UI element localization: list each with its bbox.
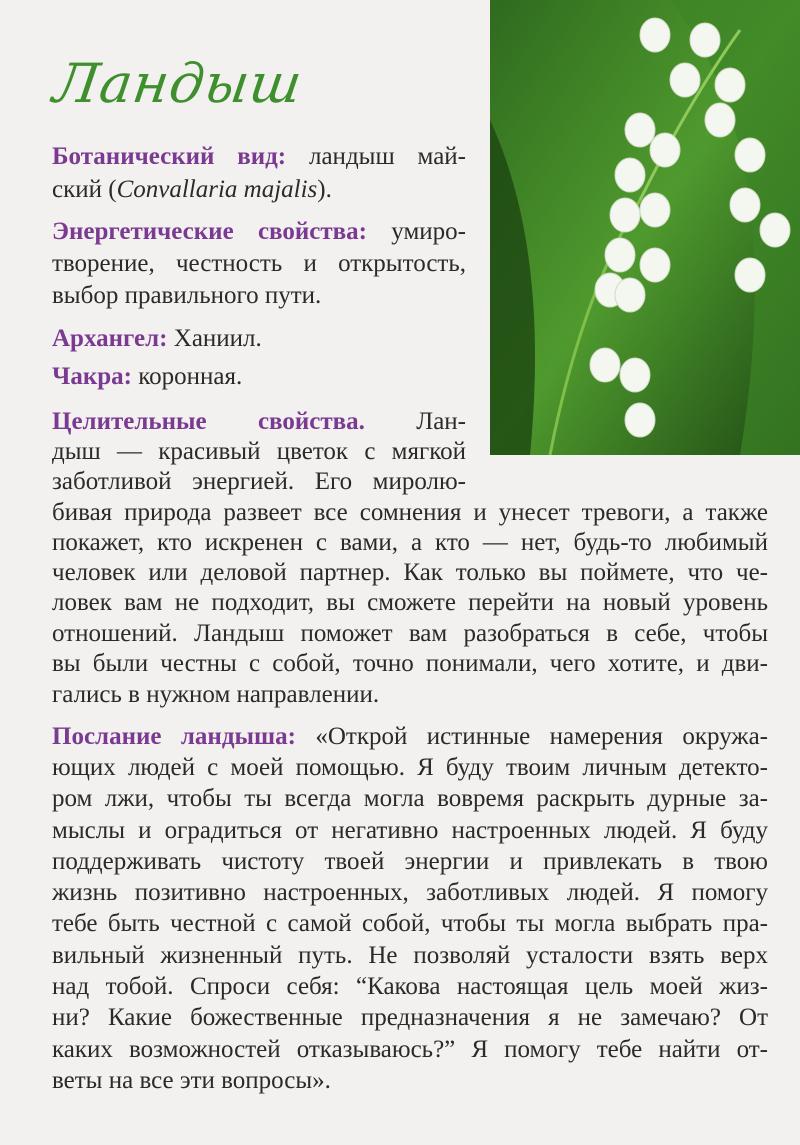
flower-bell (615, 278, 645, 312)
energy-properties-line (52, 248, 466, 280)
text-segment: ющих людей с моей помощью. Я буду твоим личным детекто- (52, 754, 768, 781)
healing-properties-line (52, 648, 768, 680)
flower-bell (670, 63, 700, 97)
lily-message-line (52, 908, 768, 940)
flower-bell (730, 188, 760, 222)
lily-of-the-valley-photo (490, 0, 800, 455)
text-segment: ни? Какие божественные предназначения я не замечаю? От (52, 1004, 768, 1031)
text-segment: коронная. (131, 363, 243, 390)
flower-bell (705, 103, 735, 137)
flower-bell (620, 358, 650, 392)
healing-properties-line (52, 406, 466, 438)
flower-bell (650, 133, 680, 167)
page-title: Ландыш (49, 52, 307, 115)
healing-properties-line (52, 436, 466, 468)
flower-bell (625, 113, 655, 147)
lily-message-line (52, 721, 768, 753)
healing-properties-line (52, 587, 768, 619)
botanical-species-line (52, 141, 466, 173)
lily-message-line (52, 846, 768, 878)
latin-name: Convallaria majalis (116, 176, 318, 203)
text-segment: человек или деловой партнер. Как только вы поймете, что че- (52, 559, 768, 586)
field-label: Чакра: (52, 363, 132, 390)
flower-bell (640, 248, 670, 282)
text-segment: Ханиил. (167, 325, 262, 352)
text-segment: ). (317, 176, 332, 203)
lily-message-line (52, 940, 768, 972)
text-segment: выбор правильного пути. (52, 282, 322, 309)
healing-properties-line (52, 497, 768, 529)
flower-bell (625, 403, 655, 437)
text-segment: поддерживать чистоту твоей энергии и привлекать в твою (52, 848, 768, 875)
text-segment: ром лжи, чтобы ты всегда могла вовремя раскрыть дурные за- (52, 785, 768, 812)
field-label: Целительные свойства. (52, 408, 365, 435)
flower-bell (735, 258, 765, 292)
flower-bell (690, 23, 720, 57)
text-segment: Лан- (364, 408, 466, 435)
text-segment: бивая природа развеет все сомнения и унесет тревоги, а также (52, 499, 768, 526)
text-segment: творение, честность и открытость, (52, 250, 466, 277)
text-segment: ский ( (52, 176, 117, 203)
lily-message-line (52, 1002, 768, 1034)
healing-properties-line (52, 466, 466, 498)
text-segment: «Открой истинные намерения окружа- (295, 723, 768, 750)
lily-message-line (52, 752, 768, 784)
flower-bell (760, 213, 790, 247)
lily-message-line (52, 877, 768, 909)
text-segment: мыслы и оградиться от негативно настроенных людей. Я буду (52, 817, 768, 844)
flower-bell (610, 198, 640, 232)
text-segment: жизнь позитивно настроенных, заботливых людей. Я помогу (52, 879, 768, 906)
text-segment: отношений. Ландыш поможет вам разобраться в себе, чтобы (52, 620, 768, 647)
lily-message-line (52, 1034, 768, 1066)
flower-bell (640, 193, 670, 227)
lily-message-line (52, 971, 768, 1003)
flower-bell (615, 158, 645, 192)
text-segment: вы были честны с собой, точно понимали, чего хотите, и дви- (52, 650, 768, 677)
flower-bell (735, 138, 765, 172)
healing-properties-line (52, 557, 768, 589)
botanical-species-line (52, 174, 466, 206)
text-segment: умиро- (367, 218, 466, 245)
flower-bell (715, 68, 745, 102)
chakra-line (52, 361, 466, 393)
healing-properties-line (52, 618, 768, 650)
flower-bell (590, 348, 620, 382)
flower-bell (605, 238, 635, 272)
field-label: Энергетические свойства: (52, 218, 367, 245)
text-segment: ловек вам не подходит, вы сможете перейти на новый уровень (52, 589, 768, 616)
energy-properties-line (52, 216, 466, 248)
lily-message-line (52, 783, 768, 815)
text-segment: заботливой энергией. Его миролю- (52, 468, 466, 495)
healing-properties-line (52, 679, 768, 711)
text-segment: веты на все эти вопросы». (52, 1067, 331, 1094)
text-segment: над тобой. Спроси себя: “Какова настоящая цель моей жиз- (52, 973, 768, 1000)
healing-properties-line (52, 527, 768, 559)
field-label: Ботанический вид: (52, 143, 287, 170)
lily-message-line (52, 1065, 768, 1097)
lily-message-line (52, 815, 768, 847)
text-segment: покажет, кто искренен с вами, а кто — нет, будь-то любимый (52, 529, 768, 556)
energy-properties-line (52, 280, 466, 312)
archangel-line (52, 323, 466, 355)
flower-bell (640, 18, 670, 52)
text-segment: тебе быть честной с самой собой, чтобы ты могла выбрать пра- (52, 910, 768, 937)
text-segment: каких возможностей отказываюсь?” Я помогу тебе найти от- (52, 1036, 768, 1063)
field-label: Послание ландыша: (52, 723, 296, 750)
text-segment: ландыш май- (286, 143, 467, 170)
text-segment: гались в нужном направлении. (52, 681, 380, 708)
text-segment: дыш — красивый цветок с мягкой (52, 438, 466, 465)
field-label: Архангел: (52, 325, 168, 352)
text-segment: вильный жизненный путь. Не позволяй усталости взять верх (52, 942, 768, 969)
